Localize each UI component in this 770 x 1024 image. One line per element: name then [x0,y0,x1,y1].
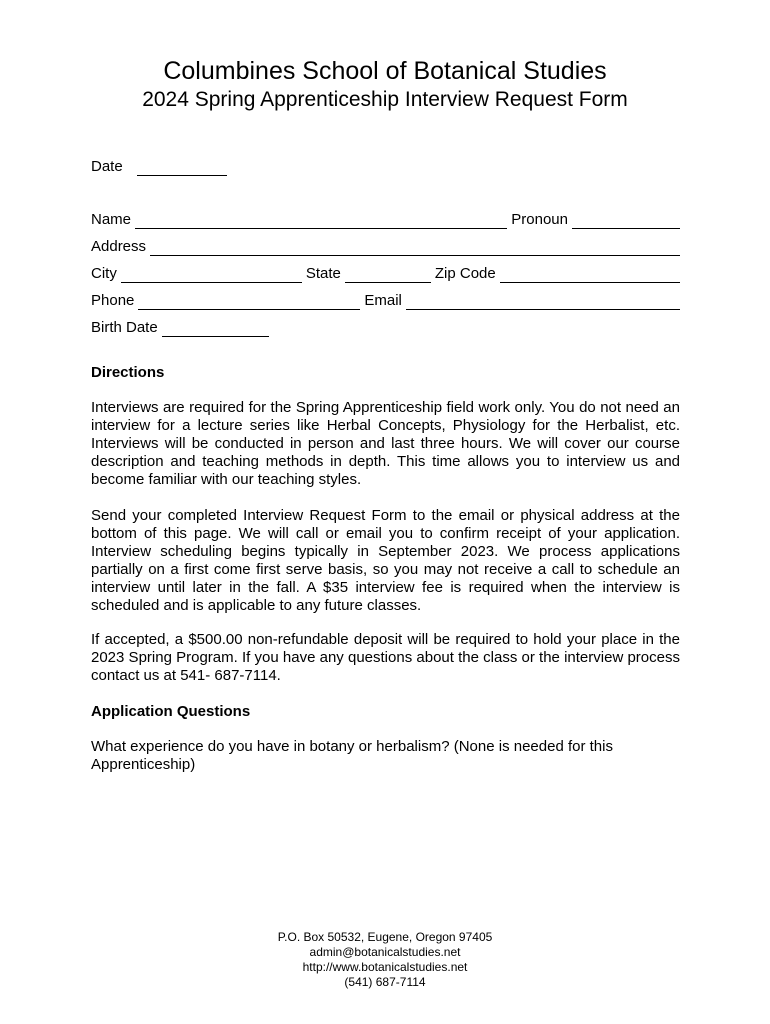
city-row [91,265,680,283]
date-label: Date [91,158,123,175]
birth-date-field[interactable] [162,322,269,337]
email-field[interactable] [406,295,680,310]
pronoun-field[interactable] [572,214,680,229]
pronoun-label: Pronoun [511,211,568,228]
email-label: Email [364,292,402,309]
form-subtitle: 2024 Spring Apprenticeship Interview Request Form [142,88,628,111]
directions-paragraph-3: If accepted, a $500.00 non-refundable deposit will be required to hold your place in the 2023 Spring Program. If you have any questions about the class or the interview process contact us at 541- 687-7114. [91,631,680,684]
date-row [91,158,680,176]
directions-paragraph-1: Interviews are required for the Spring Apprenticeship field work only. You do not need an interview for a lecture series like Herbal Concepts, Physiology for the Herbalist, etc. Interviews will be conducted in person and last three hours. We will cover our course description and teaching methods in depth. This time allows you to interview us and become familiar with our teaching styles. [91,399,680,488]
name-row [91,211,680,229]
state-label: State [305,265,341,282]
application-questions-heading: Application Questions [91,703,251,720]
footer-phone: (541) 687-7114 [344,975,426,989]
footer-address: P.O. Box 50532, Eugene, Oregon 97405 [277,930,493,944]
state-field[interactable] [345,268,431,283]
city-label: City [91,265,117,282]
address-label: Address [91,238,147,255]
zip-code-field[interactable] [500,268,680,283]
form-title: Columbines School of Botanical Studies [163,57,607,85]
footer-website[interactable]: http://www.botanicalstudies.net [302,960,468,974]
footer-email[interactable]: admin@botanicalstudies.net [309,945,461,959]
birth-date-row [91,319,680,337]
footer-contact [0,930,770,990]
directions-heading: Directions [91,364,165,381]
zip-code-label: Zip Code [434,265,496,282]
question-1: What experience do you have in botany or herbalism? (None is needed for this Apprenticeship) [91,738,613,773]
phone-label: Phone [91,292,135,309]
date-field[interactable] [137,161,227,176]
phone-row [91,292,680,310]
name-label: Name [91,211,132,228]
phone-field[interactable] [138,295,360,310]
name-field[interactable] [135,214,507,229]
directions-paragraph-2: Send your completed Interview Request Form to the email or physical address at the bottom of this page. We will call or email you to confirm receipt of your application. Interview scheduling begins typically in September 2023. We process applications partially on a first come first serve basis, so you may not receive a call to schedule an interview until later in the fall. A $35 interview fee is required when the interview is scheduled and is applicable to any future classes. [91,507,680,614]
address-field[interactable] [150,241,680,256]
address-row [91,238,680,256]
city-field[interactable] [121,268,302,283]
birth-date-label: Birth Date [91,319,158,336]
